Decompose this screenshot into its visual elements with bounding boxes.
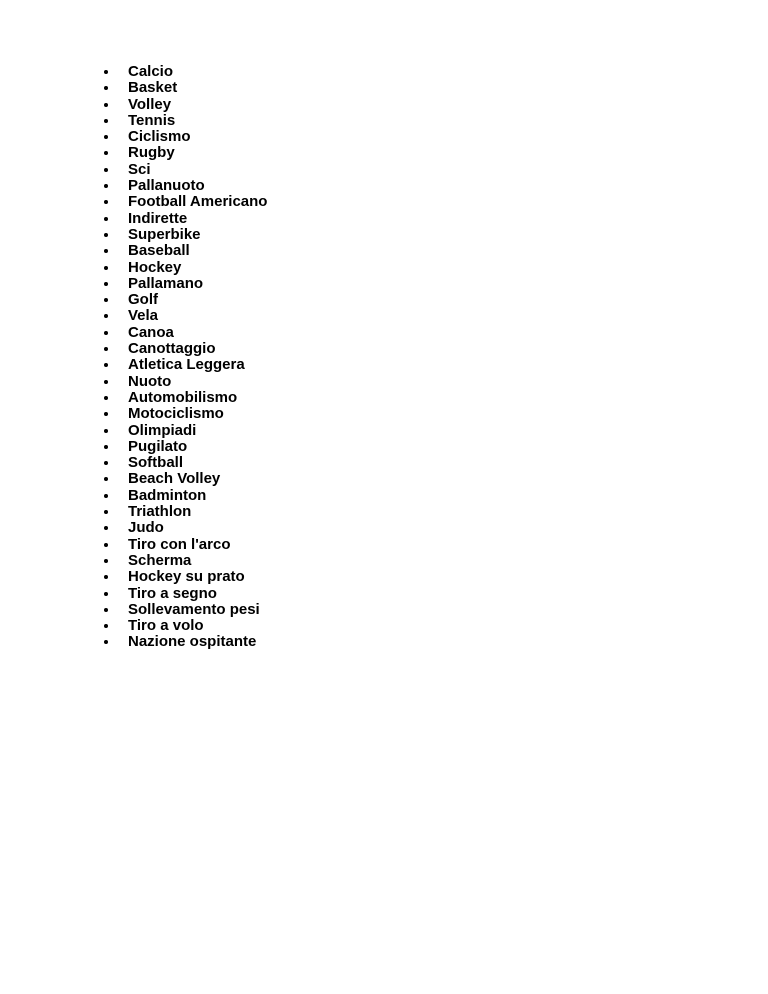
bullet-icon xyxy=(104,363,108,367)
bullet-icon xyxy=(104,103,108,107)
list-item-label: Hockey su prato xyxy=(128,568,245,586)
bullet-icon xyxy=(104,461,108,465)
list-item xyxy=(104,634,267,650)
list-item xyxy=(104,586,267,602)
list-item xyxy=(104,97,267,113)
bullet-icon xyxy=(104,119,108,123)
bullet-icon xyxy=(104,70,108,74)
list-item xyxy=(104,308,267,324)
list-item xyxy=(104,569,267,585)
list-item-label: Badminton xyxy=(128,486,207,504)
bullet-icon xyxy=(104,477,108,481)
list-item xyxy=(104,390,267,406)
list-item-label: Indirette xyxy=(128,209,188,227)
list-item-label: Tiro a segno xyxy=(128,584,217,602)
list-item xyxy=(104,504,267,520)
list-item-label: Football Americano xyxy=(128,193,268,211)
bullet-icon xyxy=(104,233,108,237)
bullet-icon xyxy=(104,559,108,563)
list-item xyxy=(104,113,267,129)
bullet-icon xyxy=(104,640,108,644)
bullet-icon xyxy=(104,396,108,400)
list-item xyxy=(104,276,267,292)
bullet-icon xyxy=(104,200,108,204)
list-item-label: Motociclismo xyxy=(128,405,224,423)
list-item xyxy=(104,537,267,553)
bullet-icon xyxy=(104,298,108,302)
list-item xyxy=(104,211,267,227)
bullet-icon xyxy=(104,510,108,514)
list-item xyxy=(104,618,267,634)
list-item xyxy=(104,227,267,243)
list-item-label: Judo xyxy=(128,519,164,537)
list-item xyxy=(104,374,267,390)
list-item-label: Pallanuoto xyxy=(128,177,205,195)
list-item-label: Ciclismo xyxy=(128,128,191,146)
list-item xyxy=(104,194,267,210)
bullet-icon xyxy=(104,429,108,433)
bullet-icon xyxy=(104,184,108,188)
bullet-icon xyxy=(104,526,108,530)
list-item-label: Olimpiadi xyxy=(128,421,197,439)
list-item xyxy=(104,439,267,455)
list-item xyxy=(104,178,267,194)
list-item-label: Calcio xyxy=(128,63,174,80)
list-item xyxy=(104,520,267,536)
list-item-label: Triathlon xyxy=(128,503,192,521)
bullet-icon xyxy=(104,249,108,253)
list-item xyxy=(104,129,267,145)
list-item-label: Automobilismo xyxy=(128,388,238,406)
bullet-icon xyxy=(104,575,108,579)
list-item xyxy=(104,602,267,618)
bullet-icon xyxy=(104,380,108,384)
list-item-label: Canoa xyxy=(128,323,174,341)
list-item xyxy=(104,357,267,373)
list-item-label: Sollevamento pesi xyxy=(128,600,260,618)
bullet-icon xyxy=(104,608,108,612)
list-item-label: Hockey xyxy=(128,258,182,276)
list-item xyxy=(104,553,267,569)
bullet-icon xyxy=(104,347,108,351)
list-item-label: Superbike xyxy=(128,225,201,243)
list-item xyxy=(104,471,267,487)
list-item-label: Rugby xyxy=(128,144,175,162)
list-item-label: Softball xyxy=(128,454,183,472)
list-item xyxy=(104,292,267,308)
bullet-icon xyxy=(104,331,108,335)
bullet-icon xyxy=(104,217,108,221)
list-item xyxy=(104,406,267,422)
list-item-label: Basket xyxy=(128,79,178,97)
bullet-icon xyxy=(104,282,108,286)
sports-list xyxy=(104,64,267,651)
bullet-icon xyxy=(104,135,108,139)
list-item xyxy=(104,260,267,276)
list-item xyxy=(104,80,267,96)
list-item-label: Scherma xyxy=(128,551,192,569)
list-item xyxy=(104,64,267,80)
list-item-label: Vela xyxy=(128,307,159,325)
list-item-label: Pugilato xyxy=(128,437,188,455)
list-item-label: Tiro con l'arco xyxy=(128,535,231,553)
list-item-label: Baseball xyxy=(128,242,190,260)
list-item-label: Beach Volley xyxy=(128,470,221,488)
list-item-label: Canottaggio xyxy=(128,340,216,358)
bullet-icon xyxy=(104,543,108,547)
list-item-label: Atletica Leggera xyxy=(128,356,245,374)
list-item xyxy=(104,145,267,161)
list-item xyxy=(104,325,267,341)
bullet-icon xyxy=(104,86,108,90)
bullet-icon xyxy=(104,494,108,498)
bullet-icon xyxy=(104,445,108,449)
list-item-label: Sci xyxy=(128,160,151,178)
list-item-label: Nazione ospitante xyxy=(128,633,257,651)
bullet-icon xyxy=(104,624,108,628)
list-item-label: Nuoto xyxy=(128,372,172,390)
bullet-icon xyxy=(104,168,108,172)
list-item xyxy=(104,488,267,504)
bullet-icon xyxy=(104,266,108,270)
list-item xyxy=(104,423,267,439)
list-item xyxy=(104,243,267,259)
list-item xyxy=(104,162,267,178)
list-item-label: Tiro a volo xyxy=(128,617,204,635)
bullet-icon xyxy=(104,151,108,155)
bullet-icon xyxy=(104,412,108,416)
bullet-icon xyxy=(104,592,108,596)
list-item xyxy=(104,455,267,471)
list-item-label: Pallamano xyxy=(128,274,204,292)
list-item-label: Golf xyxy=(128,291,158,309)
list-item-label: Tennis xyxy=(128,111,176,129)
list-item xyxy=(104,341,267,357)
bullet-icon xyxy=(104,314,108,318)
list-item-label: Volley xyxy=(128,95,172,113)
